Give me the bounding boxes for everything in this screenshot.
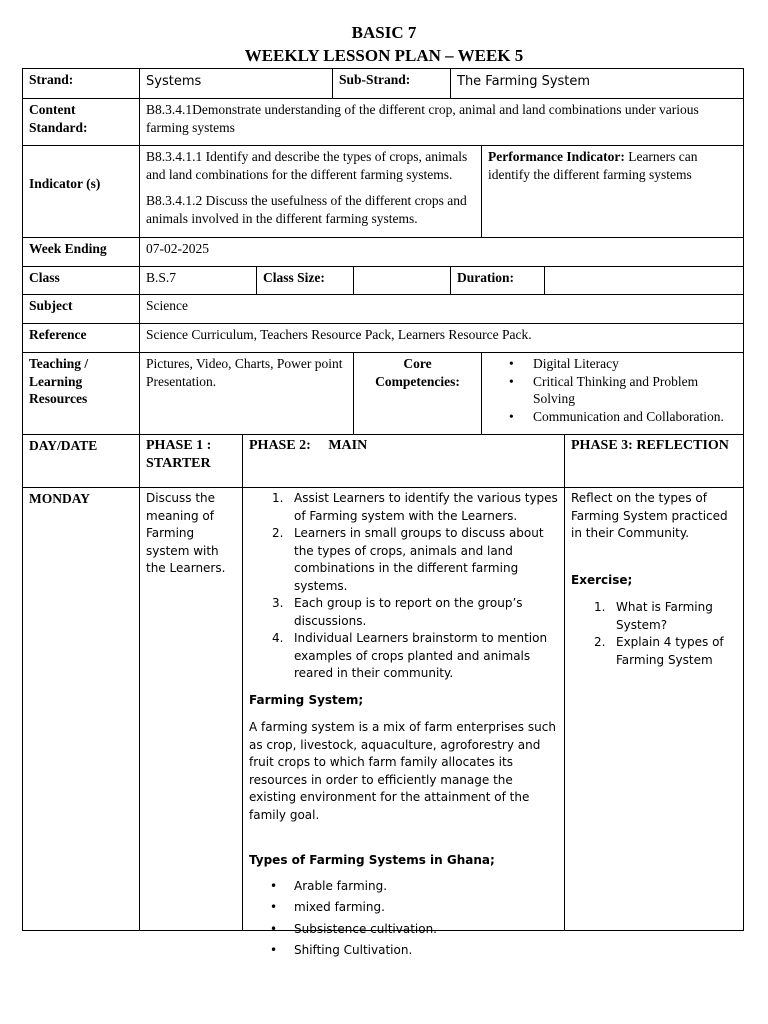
subject-value: Science [146,298,188,313]
types-heading: Types of Farming Systems in Ghana; [249,853,495,867]
list-item: 2. Explain 4 types of Farming System [594,635,724,667]
starter-text: Discuss the meaning of Farming system with the Learners. [146,491,226,575]
indicator-item: B8.3.4.1.2 Discuss the usefulness of the different crops and animals involved in the different farming systems. [146,193,467,226]
resources-label: Teaching / Learning Resources [29,356,89,406]
performance-indicator-label: Performance Indicator: [488,149,625,164]
class-size-value [354,267,450,294]
reflection-text: Reflect on the types of Farming System practiced in their Community. [571,491,728,540]
reflection-cell [565,488,743,930]
week-ending-label: Week Ending [29,241,107,256]
document-title-line1: BASIC 7 [351,23,417,42]
indicator-list [140,146,481,237]
exercise-heading: Exercise; [571,572,633,587]
core-competencies-list [482,353,743,434]
farming-system-heading: Farming System; [249,692,364,707]
content-standard-label: Content Standard: [29,102,88,135]
list-item: 1. Assist Learners to identify the various types of Farming system with the Learners. [272,491,558,523]
list-item: • Shifting Cultivation. [270,943,413,957]
strand-value: Systems [146,74,202,89]
day-date-header: DAY/DATE [29,438,98,453]
main-activity [243,488,564,957]
indicator-item: B8.3.4.1.1 Identify and describe the types of crops, animals and land combinations for the different farming systems. [146,149,468,182]
list-item: 4. Individual Learners brainstorm to mention examples of crops planted and animals reared in their community. [272,631,548,680]
list-item: • Communication and Collaboration. [509,408,724,424]
monday-label: MONDAY [29,491,91,506]
sub-strand-label: Sub-Strand: [339,72,411,87]
list-item: • Critical Thinking and Problem Solving [509,373,699,406]
class-value: B.S.7 [146,270,177,285]
list-item: • Arable farming. [270,878,388,893]
duration-label: Duration: [457,270,514,285]
list-item: 2. Learners in small groups to discuss about the types of crops, animals and land combinations in the different farming systems. [272,526,544,593]
resources-value: Pictures, Video, Charts, Power point Presentation. [146,356,343,389]
list-item: • Digital Literacy [509,356,619,371]
week-ending-value: 07-02-2025 [146,241,209,256]
duration-value [545,267,743,294]
list-item: • Subsistence cultivation. [270,921,437,936]
performance-indicator [482,146,743,237]
content-standard-value: B8.3.4.1Demonstrate understanding of the different crop, animal and land combinations under various farming systems [146,102,699,135]
phase3-header: PHASE 3: REFLECTION [571,438,729,453]
reference-label: Reference [29,327,87,342]
list-item: 1. What is Farming System? [594,600,713,632]
core-competencies-label: Core Competencies: [375,356,460,389]
list-item: 3. Each group is to report on the group’s discussions. [272,596,523,628]
phase1-header: PHASE 1 : STARTER [146,438,212,471]
phase2-header: PHASE 2: MAIN [249,438,368,453]
document-title-line2: WEEKLY LESSON PLAN – WEEK 5 [244,46,524,65]
indicator-label: Indicator (s) [29,176,101,191]
sub-strand-value: The Farming System [457,74,591,89]
subject-label: Subject [29,298,73,313]
performance-indicator-value: Learners can identify the different farming systems [488,149,698,182]
farming-system-definition: A farming system is a mix of farm enterprises such as crop, livestock, aquaculture, agroforestry and fruit crops to which farm family allocates its resources in order to efficiently manage the existing environment for the attainment of the family goal. [249,720,556,822]
list-item: • mixed farming. [270,900,385,914]
strand-label: Strand: [29,72,74,87]
reference-value: Science Curriculum, Teachers Resource Pack, Learners Resource Pack. [146,327,532,342]
class-label: Class [29,270,60,285]
class-size-label: Class Size: [263,270,325,285]
